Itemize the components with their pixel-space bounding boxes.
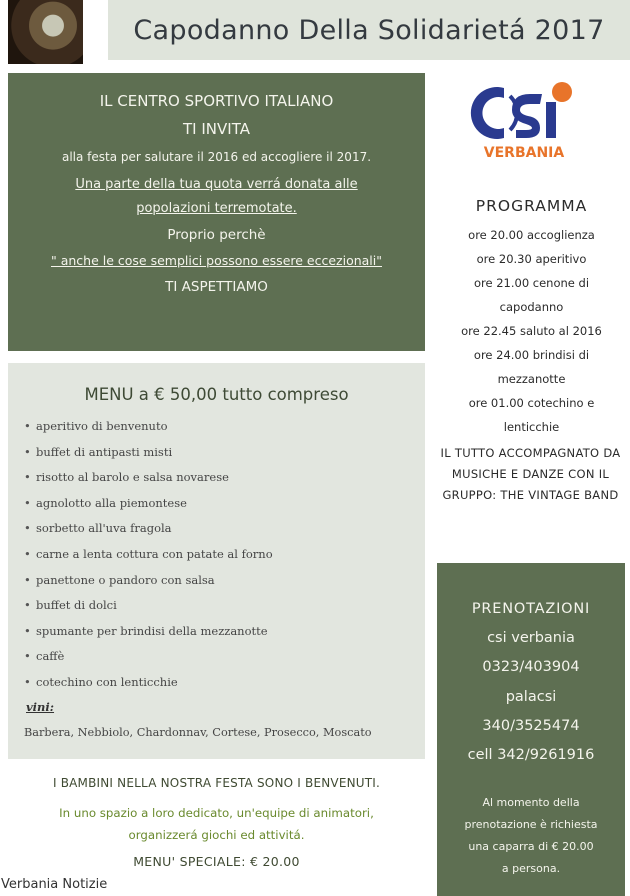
programma-item: lenticchie xyxy=(503,420,560,434)
prenotazioni-note: una caparra di € 20.00 xyxy=(468,840,594,854)
vini-label: vini: xyxy=(26,699,55,714)
csi-logo-icon xyxy=(470,80,578,162)
programma-tutto-line: MUSICHE E DANZE CON IL xyxy=(451,467,610,481)
bambini-text-2: organizzerá giochi ed attivitá. xyxy=(128,828,305,842)
prenotazioni-note: a persona. xyxy=(501,862,561,876)
programma-item: ore 22.45 saluto al 2016 xyxy=(461,324,602,338)
prenotazioni-note: Al momento della xyxy=(482,796,580,810)
programma-item: capodanno xyxy=(499,300,564,314)
invite-line-1: IL CENTRO SPORTIVO ITALIANO xyxy=(99,92,334,110)
prenotazioni-phone: 0323/403904 xyxy=(482,659,580,676)
bambini-menu-price: MENU' SPECIALE: € 20.00 xyxy=(133,854,300,869)
page-title: Capodanno Della Solidarietá 2017 xyxy=(133,14,605,46)
menu-item: • carne a lenta cottura con patate al forno xyxy=(24,542,409,568)
prenotazioni-title: PRENOTAZIONI xyxy=(471,601,591,617)
programma-item: ore 20.30 aperitivo xyxy=(476,252,587,266)
programma-item: mezzanotte xyxy=(497,372,566,386)
programma-item: ore 20.00 accoglienza xyxy=(468,228,595,242)
prenotazioni-line: csi verbania xyxy=(487,630,575,646)
title-banner xyxy=(108,0,630,60)
bambini-section xyxy=(8,776,425,869)
menu-item: • panettone o pandoro con salsa xyxy=(24,568,409,594)
programma-item: ore 21.00 cenone di xyxy=(473,276,590,290)
prenotazioni-note: prenotazione è richiesta xyxy=(464,818,598,832)
menu-item: • agnolotto alla piemontese xyxy=(24,491,409,517)
vini-list: Barbera, Nebbiolo, Chardonnav, Cortese, Prosecco, Moscato xyxy=(24,725,372,739)
invite-line-3: alla festa per salutare il 2016 ed accogliere il 2017. xyxy=(61,150,372,164)
menu-item: • spumante per brindisi della mezzanotte xyxy=(24,619,409,645)
bambini-headline: I BAMBINI NELLA NOSTRA FESTA SONO I BENVENUTI. xyxy=(52,776,381,790)
programma-section xyxy=(425,197,630,506)
menu-item: • aperitivo di benvenuto xyxy=(24,414,409,440)
menu-title: MENU a € 50,00 tutto compreso xyxy=(84,385,349,404)
menu-item: • cotechino con lenticchie xyxy=(24,670,409,696)
programma-tutto-line: IL TUTTO ACCOMPAGNATO DA xyxy=(440,446,621,460)
prenotazioni-phone: 340/3525474 xyxy=(482,717,580,734)
header-photo xyxy=(8,0,83,64)
menu-item: • buffet di dolci xyxy=(24,593,409,619)
invite-box xyxy=(8,73,425,351)
programma-item: ore 24.00 brindisi di xyxy=(473,348,590,362)
menu-list xyxy=(24,414,409,696)
programma-item: ore 01.00 cotechino e xyxy=(468,396,595,410)
menu-item: • sorbetto all'uva fragola xyxy=(24,516,409,542)
menu-item: • risotto al barolo e salsa novarese xyxy=(24,465,409,491)
invite-line-7: " anche le cose semplici possono essere eccezionali" xyxy=(51,253,382,268)
csi-logo-svg xyxy=(470,80,578,162)
invite-line-4: Una parte della tua quota verrá donata alle xyxy=(75,177,358,192)
prenotazioni-phone: cell 342/9261916 xyxy=(467,747,595,764)
menu-item: • caffè xyxy=(24,644,409,670)
prenotazioni-line: palacsi xyxy=(505,688,557,705)
watermark: Verbania Notizie xyxy=(0,876,111,894)
programma-title: PROGRAMMA xyxy=(475,197,588,215)
menu-item: • buffet di antipasti misti xyxy=(24,440,409,466)
invite-line-8: TI ASPETTIAMO xyxy=(165,279,268,295)
bambini-text-1: In uno spazio a loro dedicato, un'equipe di animatori, xyxy=(59,806,374,820)
menu-box xyxy=(8,363,425,759)
invite-line-2: TI INVITA xyxy=(183,120,250,138)
prenotazioni-box xyxy=(437,563,625,896)
invite-line-5: popolazioni terremotate. xyxy=(136,201,297,216)
invite-line-6: Proprio perchè xyxy=(167,227,266,243)
programma-tutto-line: GRUPPO: THE VINTAGE BAND xyxy=(442,488,619,502)
logo-caption: VERBANIA xyxy=(483,145,565,161)
